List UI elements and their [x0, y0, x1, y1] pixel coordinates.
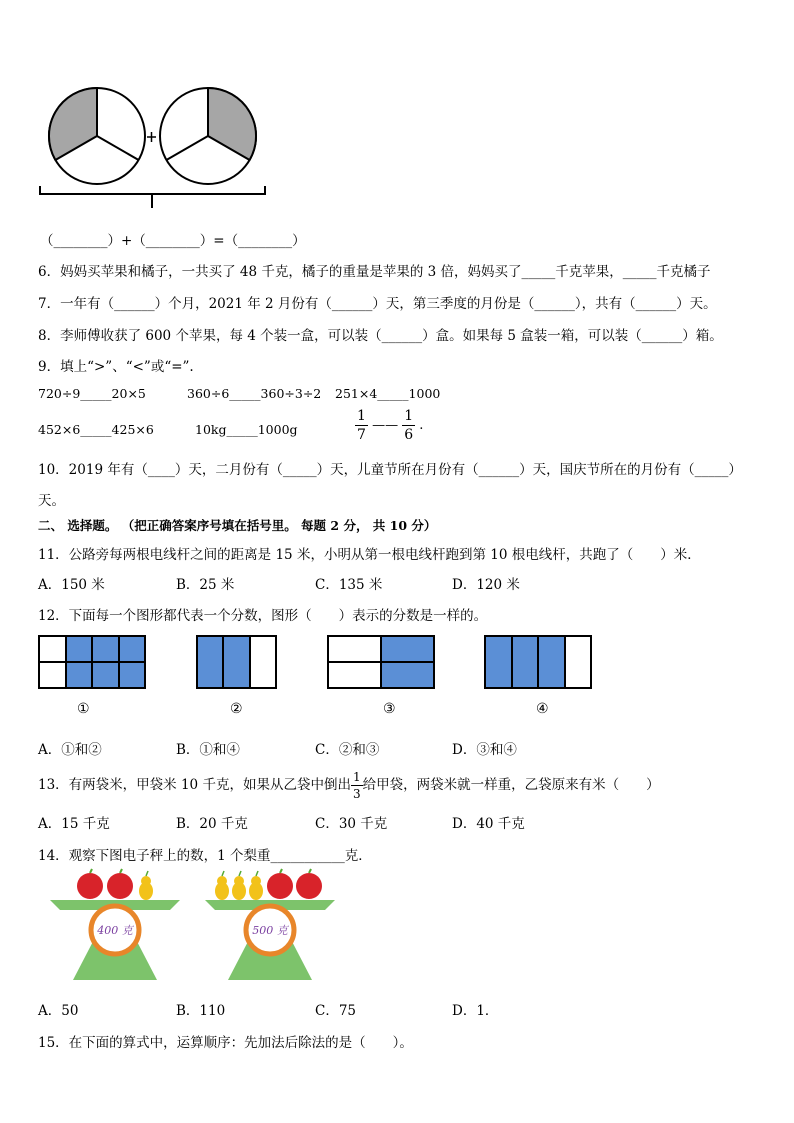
q11-option-c: C．135 米: [315, 577, 383, 593]
q12-label-3: ③: [383, 701, 396, 717]
scale-reading: 500 克: [252, 924, 288, 937]
q11-option-a: A．150 米: [38, 577, 105, 593]
question-6: 6．妈妈买苹果和橘子，一共买了 48 千克，橘子的重量是苹果的 3 倍，妈妈买了_____千克苹果，_____千克橘子: [38, 264, 711, 280]
scale-reading: 400 克: [97, 924, 133, 937]
question-7: 7．一年有（______）个月，2021 年 2 月份有（______）天，第三季度的月份是（______），共有（______）天。: [38, 296, 717, 312]
q11-option-d: D．120 米: [452, 577, 520, 593]
pear-icon: [139, 871, 153, 900]
q9-item-f: $\frac{1}{7}$ —— $\frac{1}{6}$ .: [357, 408, 424, 443]
pear-icon: [249, 871, 263, 900]
question-12: 12．下面每一个图形都代表一个分数，图形（ ）表示的分数是一样的。: [38, 608, 488, 624]
q12-option-d: D．③和④: [452, 742, 517, 758]
question-10: 10．2019 年有（____）天，二月份有（_____）天，儿童节所在月份有（______）天，国庆节所在的月份有（_____）: [38, 462, 742, 478]
section-2-heading: 二、 选择题。 （把正确答案序号填在括号里。 每题 2 分， 共 10 分）: [38, 518, 437, 533]
q12-option-c: C．②和③: [315, 742, 380, 758]
brace: [40, 186, 265, 208]
apple-icon: [296, 869, 322, 899]
circle-left: [49, 88, 145, 184]
question-8: 8．李师傅收获了 600 个苹果，每 4 个装一盒，可以装（______）盒。如果每 5 盒装一箱，可以装（______）箱。: [38, 328, 723, 344]
q5-blanks: （________）+（________）=（________）: [40, 233, 306, 249]
q13-option-d: D．40 千克: [452, 816, 525, 832]
q14-option-c: C．75: [315, 1003, 357, 1019]
q9-item-c: 251×4_____1000: [335, 386, 441, 401]
plus-sign: [147, 132, 156, 142]
q11-option-b: B．25 米: [176, 577, 235, 593]
pear-icon: [215, 871, 229, 900]
q9-item-d: 452×6_____425×6: [38, 422, 154, 437]
q12-option-b: B．①和④: [176, 742, 240, 758]
q12-figure-1: [38, 635, 146, 689]
q9-item-a: 720÷9_____20×5: [38, 386, 146, 401]
question-13: 13．有两袋米，甲袋米 10 千克，如果从乙袋中倒出 $\frac{1}{3}$ 给甲袋，两袋米就一样重，乙袋原来有米（ ）: [38, 770, 660, 801]
circle-right: [160, 88, 256, 184]
question-15: 15．在下面的算式中，运算顺序：先加法后除法的是（ ）。: [38, 1035, 413, 1051]
question-14: 14．观察下图电子秤上的数，1 个梨重___________克．: [38, 848, 372, 864]
q13-option-c: C．30 千克: [315, 816, 388, 832]
scale-figure-2: [200, 868, 340, 983]
fraction-circles-figure: [38, 80, 278, 215]
apple-icon: [107, 869, 133, 899]
q12-figure-3: [327, 635, 435, 689]
q12-label-1: ①: [77, 701, 90, 717]
q12-figure-4: [484, 635, 592, 689]
apple-icon: [77, 869, 103, 899]
q12-label-4: ④: [536, 701, 549, 717]
q13-option-a: A．15 千克: [38, 816, 110, 832]
scale-figure-1: [45, 868, 185, 983]
q14-option-b: B．110: [176, 1003, 226, 1019]
q13-option-b: B．20 千克: [176, 816, 248, 832]
q14-option-a: A．50: [38, 1003, 79, 1019]
q12-figure-2: [196, 635, 277, 689]
pear-icon: [232, 871, 246, 900]
q9-item-b: 360÷6_____360÷3÷2: [187, 386, 322, 401]
q12-label-2: ②: [230, 701, 243, 717]
question-10-cont: 天。: [38, 493, 65, 509]
q12-option-a: A．①和②: [38, 742, 102, 758]
question-9: 9．填上“>”、“<”或“=”.: [38, 359, 194, 375]
q14-option-d: D．1．: [452, 1003, 499, 1019]
question-11: 11．公路旁每两根电线杆之间的距离是 15 米，小明从第一根电线杆跑到第 10 根电线杆，共跑了（ ）米．: [38, 547, 701, 563]
q9-item-e: 10kg_____1000g: [195, 422, 298, 437]
apple-icon: [267, 869, 293, 899]
